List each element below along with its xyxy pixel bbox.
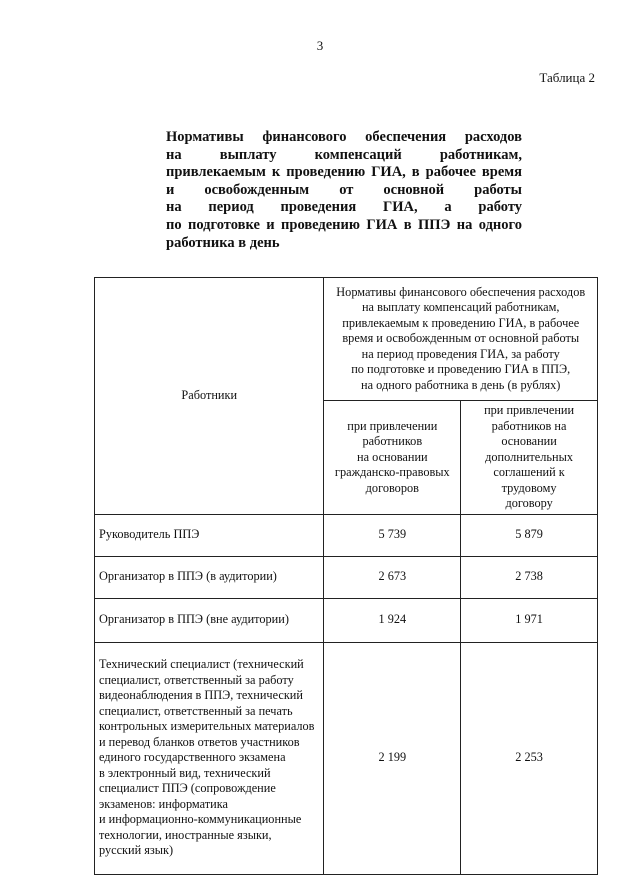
table-row <box>95 598 598 642</box>
table-row <box>95 642 598 874</box>
row-value-additional: 2 253 <box>461 642 598 874</box>
table-label: Таблица 2 <box>539 70 595 85</box>
row-value-civil: 5 739 <box>324 514 461 556</box>
row-value-additional: 5 879 <box>461 514 598 556</box>
row-worker-name: Организатор в ППЭ (в аудитории) <box>95 556 324 598</box>
title-line: и освобожденным от основной работы <box>166 181 522 198</box>
title-line: на период проведения ГИА, а работу <box>166 199 522 216</box>
table-header-row <box>95 278 598 401</box>
header-workers: Работники <box>95 278 324 515</box>
table-row <box>95 556 598 598</box>
title-line: привлекаемым к проведению ГИА, в рабочее время <box>166 164 522 181</box>
header-civil-contracts: при привлечении работников на основании гражданско-правовых договоров <box>324 401 461 515</box>
page-number: 3 <box>316 38 324 53</box>
header-norms: Нормативы финансового обеспечения расходов на выплату компенсаций работникам, привлекаемым к проведению ГИА, в рабочее время и освобожденным от основной работы на период проведения ГИА, за работу по подготовке и проведению ГИА в ППЭ, на одного работника в день (в рублях) <box>324 278 598 401</box>
header-additional-agreements: при привлечении работников на основании дополнительных соглашений к трудовому договору <box>461 401 598 515</box>
row-worker-name: Организатор в ППЭ (вне аудитории) <box>95 598 324 642</box>
row-worker-name: Технический специалист (технический специалист, ответственный за работу видеонаблюдения в ППЭ, технический специалист, ответственный за печать контрольных измерительных материалов и перевод бланков ответов участников единого государственного экзамена в электронный вид, технический специалист ППЭ (сопровождение экзаменов: информатика и информационно-коммуникационные технологии, иностранные языки, русский язык) <box>95 642 324 874</box>
table-row <box>95 514 598 556</box>
row-value-additional: 1 971 <box>461 598 598 642</box>
title-line: Нормативы финансового обеспечения расходов <box>166 129 522 145</box>
title-line: на выплату компенсаций работникам, <box>166 146 522 163</box>
row-value-civil: 2 199 <box>324 642 461 874</box>
title-line: работника в день <box>166 234 280 251</box>
document-title <box>166 129 522 252</box>
row-value-civil: 1 924 <box>324 598 461 642</box>
norms-table <box>94 277 598 875</box>
row-worker-name: Руководитель ППЭ <box>95 514 324 556</box>
row-value-civil: 2 673 <box>324 556 461 598</box>
title-line: по подготовке и проведению ГИА в ППЭ на одного <box>166 216 522 233</box>
row-value-additional: 2 738 <box>461 556 598 598</box>
